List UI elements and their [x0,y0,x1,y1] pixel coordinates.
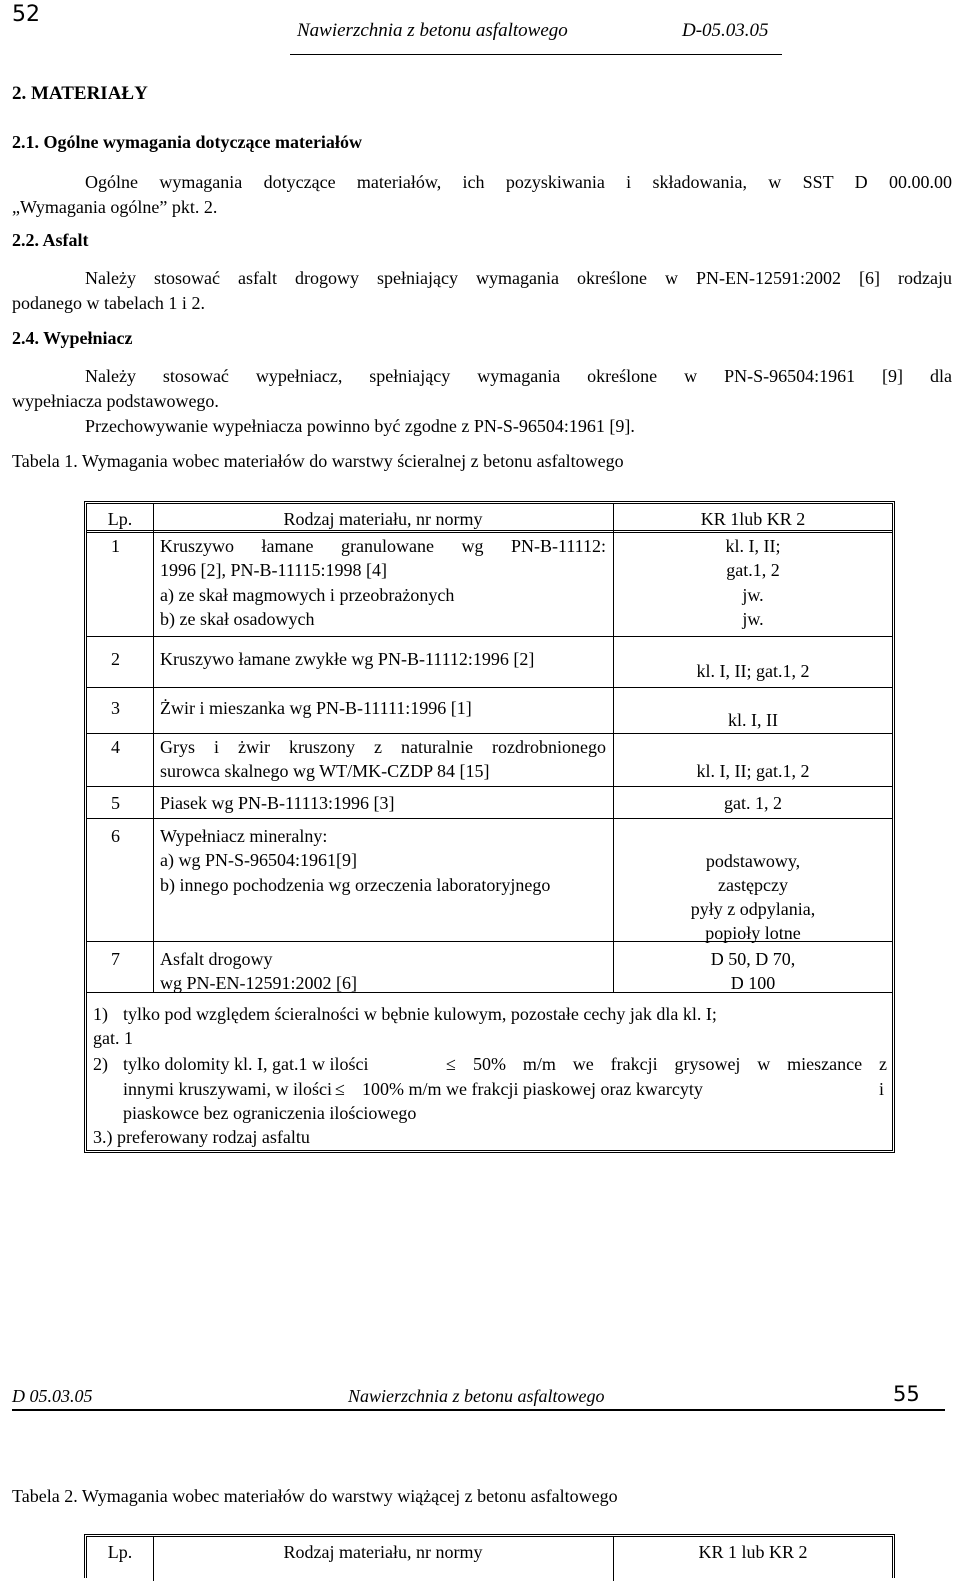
footer-rule [12,1409,945,1411]
table1-row7-kr-line2: D 100 [730,973,776,993]
note1-label: 1) [93,1004,108,1024]
s21-line2: „Wymagania ogólne” pkt. 2. [12,197,218,217]
table1-row3-material: Żwir i mieszanka wg PN-B-11111:1996 [1] [160,698,472,718]
table1-row4-material-line1: Grys i żwir kruszony z naturalnie rozdrobnionego [160,737,606,757]
leq-symbol: ≤ [335,1079,345,1099]
table1-header-divider [87,530,892,533]
table1-row-divider [87,636,892,637]
s22-line1: Należy stosować asfalt drogowy spełniający wymagania określone w PN-EN-12591:2002 [6] rodzaju [85,268,952,288]
table1-row3-lp: 3 [111,698,120,718]
note2-line3: piaskowce bez ograniczenia ilościowego [123,1103,417,1123]
note2-line2c: i [879,1079,885,1099]
table1-row1-material-line1: Kruszywo łamane granulowane wg PN-B-11112: [160,536,606,556]
footer-page-number: 55 [893,1382,920,1406]
table1-row1-kr-line1: kl. I, II; [725,536,781,556]
leq-symbol: ≤ [446,1054,456,1074]
table1-header-lp: Lp. [107,509,133,529]
table1-header-material: Rodzaj materiału, nr normy [283,509,483,529]
table1-caption: Tabela 1. Wymagania wobec materiałów do warstwy ścieralnej z betonu asfaltowego [12,451,624,471]
table1-row6-material-line2: a) wg PN-S-96504:1961[9] [160,850,357,870]
table1-row-divider [87,941,892,942]
table2-header-material: Rodzaj materiału, nr normy [283,1542,483,1562]
note2-line2b: 100% m/m we frakcji piaskowej oraz kwarcyty [362,1079,703,1099]
table1-row1-kr-line4: jw. [742,609,764,629]
note2-label: 2) [93,1054,108,1074]
table1-row6-kr-line2: zastępczy [718,875,788,895]
header-doc-code: D-05.03.05 [682,20,769,41]
table1-row7-material-line1: Asfalt drogowy [160,949,273,969]
table1-row1-material-line4: b) ze skał osadowych [160,609,315,629]
table1-row6-kr-line3: pyły z odpylania, [690,899,816,919]
s24-line3: Przechowywanie wypełniacza powinno być zgodne z PN-S-96504:1961 [9]. [85,416,635,436]
s21-heading: 2.1. Ogólne wymagania dotyczące materiałów [12,132,362,152]
table2-header-lp: Lp. [107,1542,133,1562]
table1-header-kr: KR 1lub KR 2 [700,509,806,529]
table1-row4-material-line2: surowca skalnego wg WT/MK-CZDP 84 [15] [160,761,490,781]
table1-row4-lp: 4 [111,737,120,757]
table1-row-divider [87,818,892,819]
section-heading: 2. MATERIAŁY [12,83,148,104]
note3: 3.) preferowany rodzaj asfaltu [93,1127,310,1147]
table1-row5-lp: 5 [111,793,120,813]
table1-row-divider [87,733,892,734]
note1-line2: gat. 1 [93,1028,133,1048]
table1-col-divider-1 [153,504,154,992]
header-rule [290,54,782,55]
table1-row-divider [87,687,892,688]
table1-row5-material: Piasek wg PN-B-11113:1996 [3] [160,793,395,813]
table1-row7-lp: 7 [111,949,120,969]
s22-heading: 2.2. Asfalt [12,230,89,250]
note2-line2a: innymi kruszywami, w ilości [123,1079,332,1099]
table1-row5-kr: gat. 1, 2 [724,793,782,813]
s24-line2: wypełniacza podstawowego. [12,391,219,411]
table1-row1-kr-line3: jw. [742,585,764,605]
table1-row7-material-line2: wg PN-EN-12591:2002 [6] [160,973,357,993]
table1-row1-material-line3: a) ze skał magmowych i przeobrażonych [160,585,455,605]
table1-row6-material-line1: Wypełniacz mineralny: [160,826,328,846]
footer-doc-title: Nawierzchnia z betonu asfaltowego [348,1386,605,1406]
table1 [84,501,895,1153]
table2 [84,1534,895,1578]
table2-caption: Tabela 2. Wymagania wobec materiałów do warstwy wiążącej z betonu asfaltowego [12,1486,618,1506]
table1-row3-kr: kl. I, II [728,710,778,730]
table1-row6-kr-line4: popioły lotne [705,923,801,943]
table1-row4-kr: kl. I, II; gat.1, 2 [696,761,810,781]
table1-row1-kr-line2: gat.1, 2 [726,560,780,580]
table1-row2-material: Kruszywo łamane zwykłe wg PN-B-11112:1996 [2] [160,649,535,669]
s24-line1: Należy stosować wypełniacz, spełniający wymagania określone w PN-S-96504:1961 [9] dla [85,366,952,386]
header-doc-title: Nawierzchnia z betonu asfaltowego [297,20,568,41]
page-number-top: 52 [12,2,40,27]
table1-row1-lp: 1 [111,536,120,556]
table1-row-divider [87,786,892,787]
table1-row7-kr-line1: D 50, D 70, [710,949,796,969]
table1-row2-lp: 2 [111,649,120,669]
footer-doc-code: D 05.03.05 [12,1386,93,1406]
table2-header-kr: KR 1 lub KR 2 [698,1542,808,1562]
note1-line1: tylko pod względem ścieralności w bębnie kulowym, pozostałe cechy jak dla kl. I; [123,1004,717,1024]
note2-line1a: tylko dolomity kl. I, gat.1 w ilości [123,1054,369,1074]
s22-line2: podanego w tabelach 1 i 2. [12,293,205,313]
s21-line1: Ogólne wymagania dotyczące materiałów, ich pozyskiwania i składowania, w SST D 00.00.00 [85,172,952,192]
table1-row6-lp: 6 [111,826,120,846]
table1-row1-material-line2: 1996 [2], PN-B-11115:1998 [4] [160,560,387,580]
table1-row6-kr-line1: podstawowy, [705,851,801,871]
table1-notes-divider [87,992,892,993]
note2-line1b: 50% m/m we frakcji grysowej w mieszance z [473,1054,887,1074]
table1-row6-material-line3: b) innego pochodzenia wg orzeczenia laboratoryjnego [160,875,551,895]
s24-heading: 2.4. Wypełniacz [12,328,133,348]
table1-row2-kr: kl. I, II; gat.1, 2 [696,661,810,681]
